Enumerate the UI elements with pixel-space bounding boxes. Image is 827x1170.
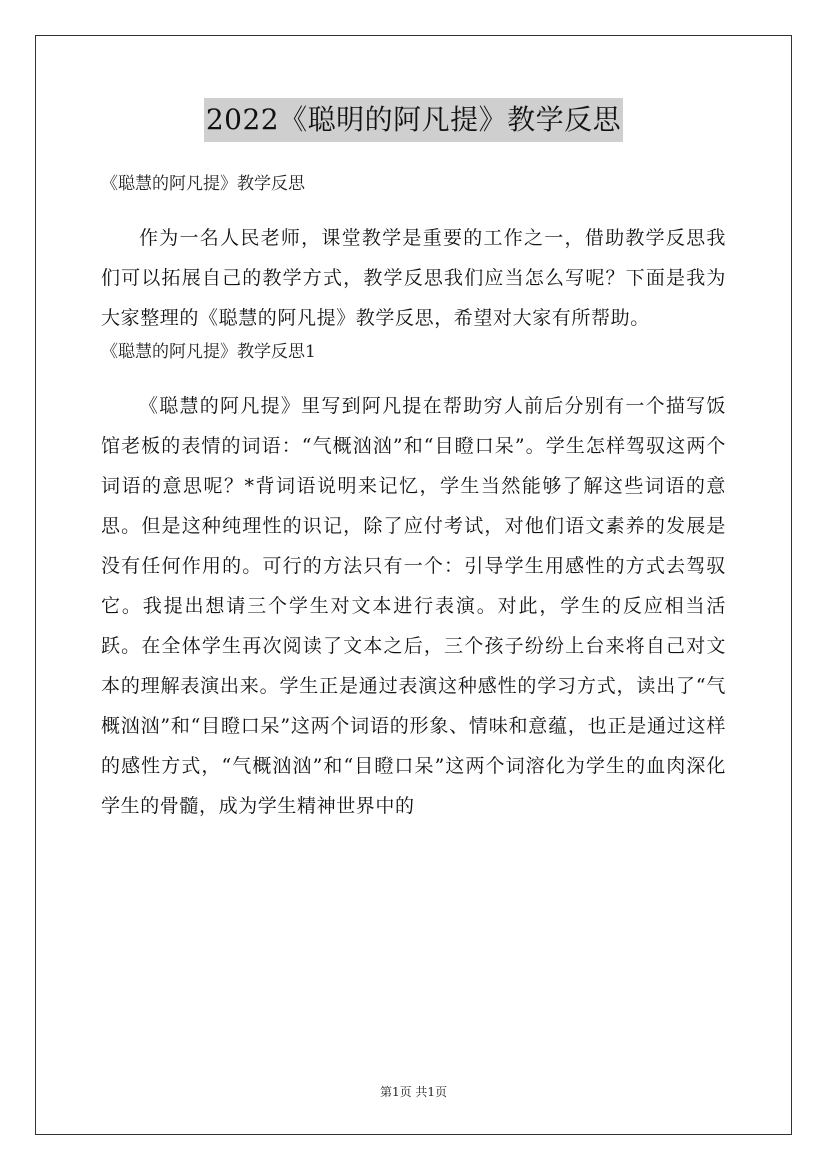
page-footer: 第1页 共1页 xyxy=(379,1085,448,1099)
document-title: 2022《聪明的阿凡提》教学反思 xyxy=(204,98,623,142)
section-subtitle: 《聪慧的阿凡提》教学反思 xyxy=(101,174,305,194)
document-content xyxy=(101,170,726,826)
document-title-wrapper xyxy=(0,98,827,142)
body-paragraph: 《聪慧的阿凡提》里写到阿凡提在帮助穷人前后分别有一个描写饭馆老板的表情的词语：“气概汹汹”和“目瞪口呆”。学生怎样驾驭这两个词语的意思呢？*背词语说明来记忆，学生当然能够了解这些词语的意思。但是这种纯理性的识记，除了应付考试，对他们语文素养的发展是没有任何作用的。可行的方法只有一个：引导学生用感性的方式去驾驭它。我提出想请三个学生对文本进行表演。对此，学生的反应相当活跃。在全体学生再次阅读了文本之后，三个孩子纷纷上台来将自己对文本的理解表演出来。学生正是通过表演这种感性的学习方式，读出了“气概汹汹”和“目瞪口呆”这两个词语的形象、情味和意蕴，也正是通过这样的感性方式，“气概汹汹”和“目瞪口呆”这两个词溶化为学生的血肉深化学生的骨髓，成为学生精神世界中的 xyxy=(101,395,726,817)
section-heading-1: 《聪慧的阿凡提》教学反思1 xyxy=(101,342,316,362)
intro-paragraph: 作为一名人民老师，课堂教学是重要的工作之一，借助教学反思我们可以拓展自己的教学方式，教学反思我们应当怎么写呢？下面是我为大家整理的《聪慧的阿凡提》教学反思，希望对大家有所帮助。 xyxy=(101,227,726,329)
